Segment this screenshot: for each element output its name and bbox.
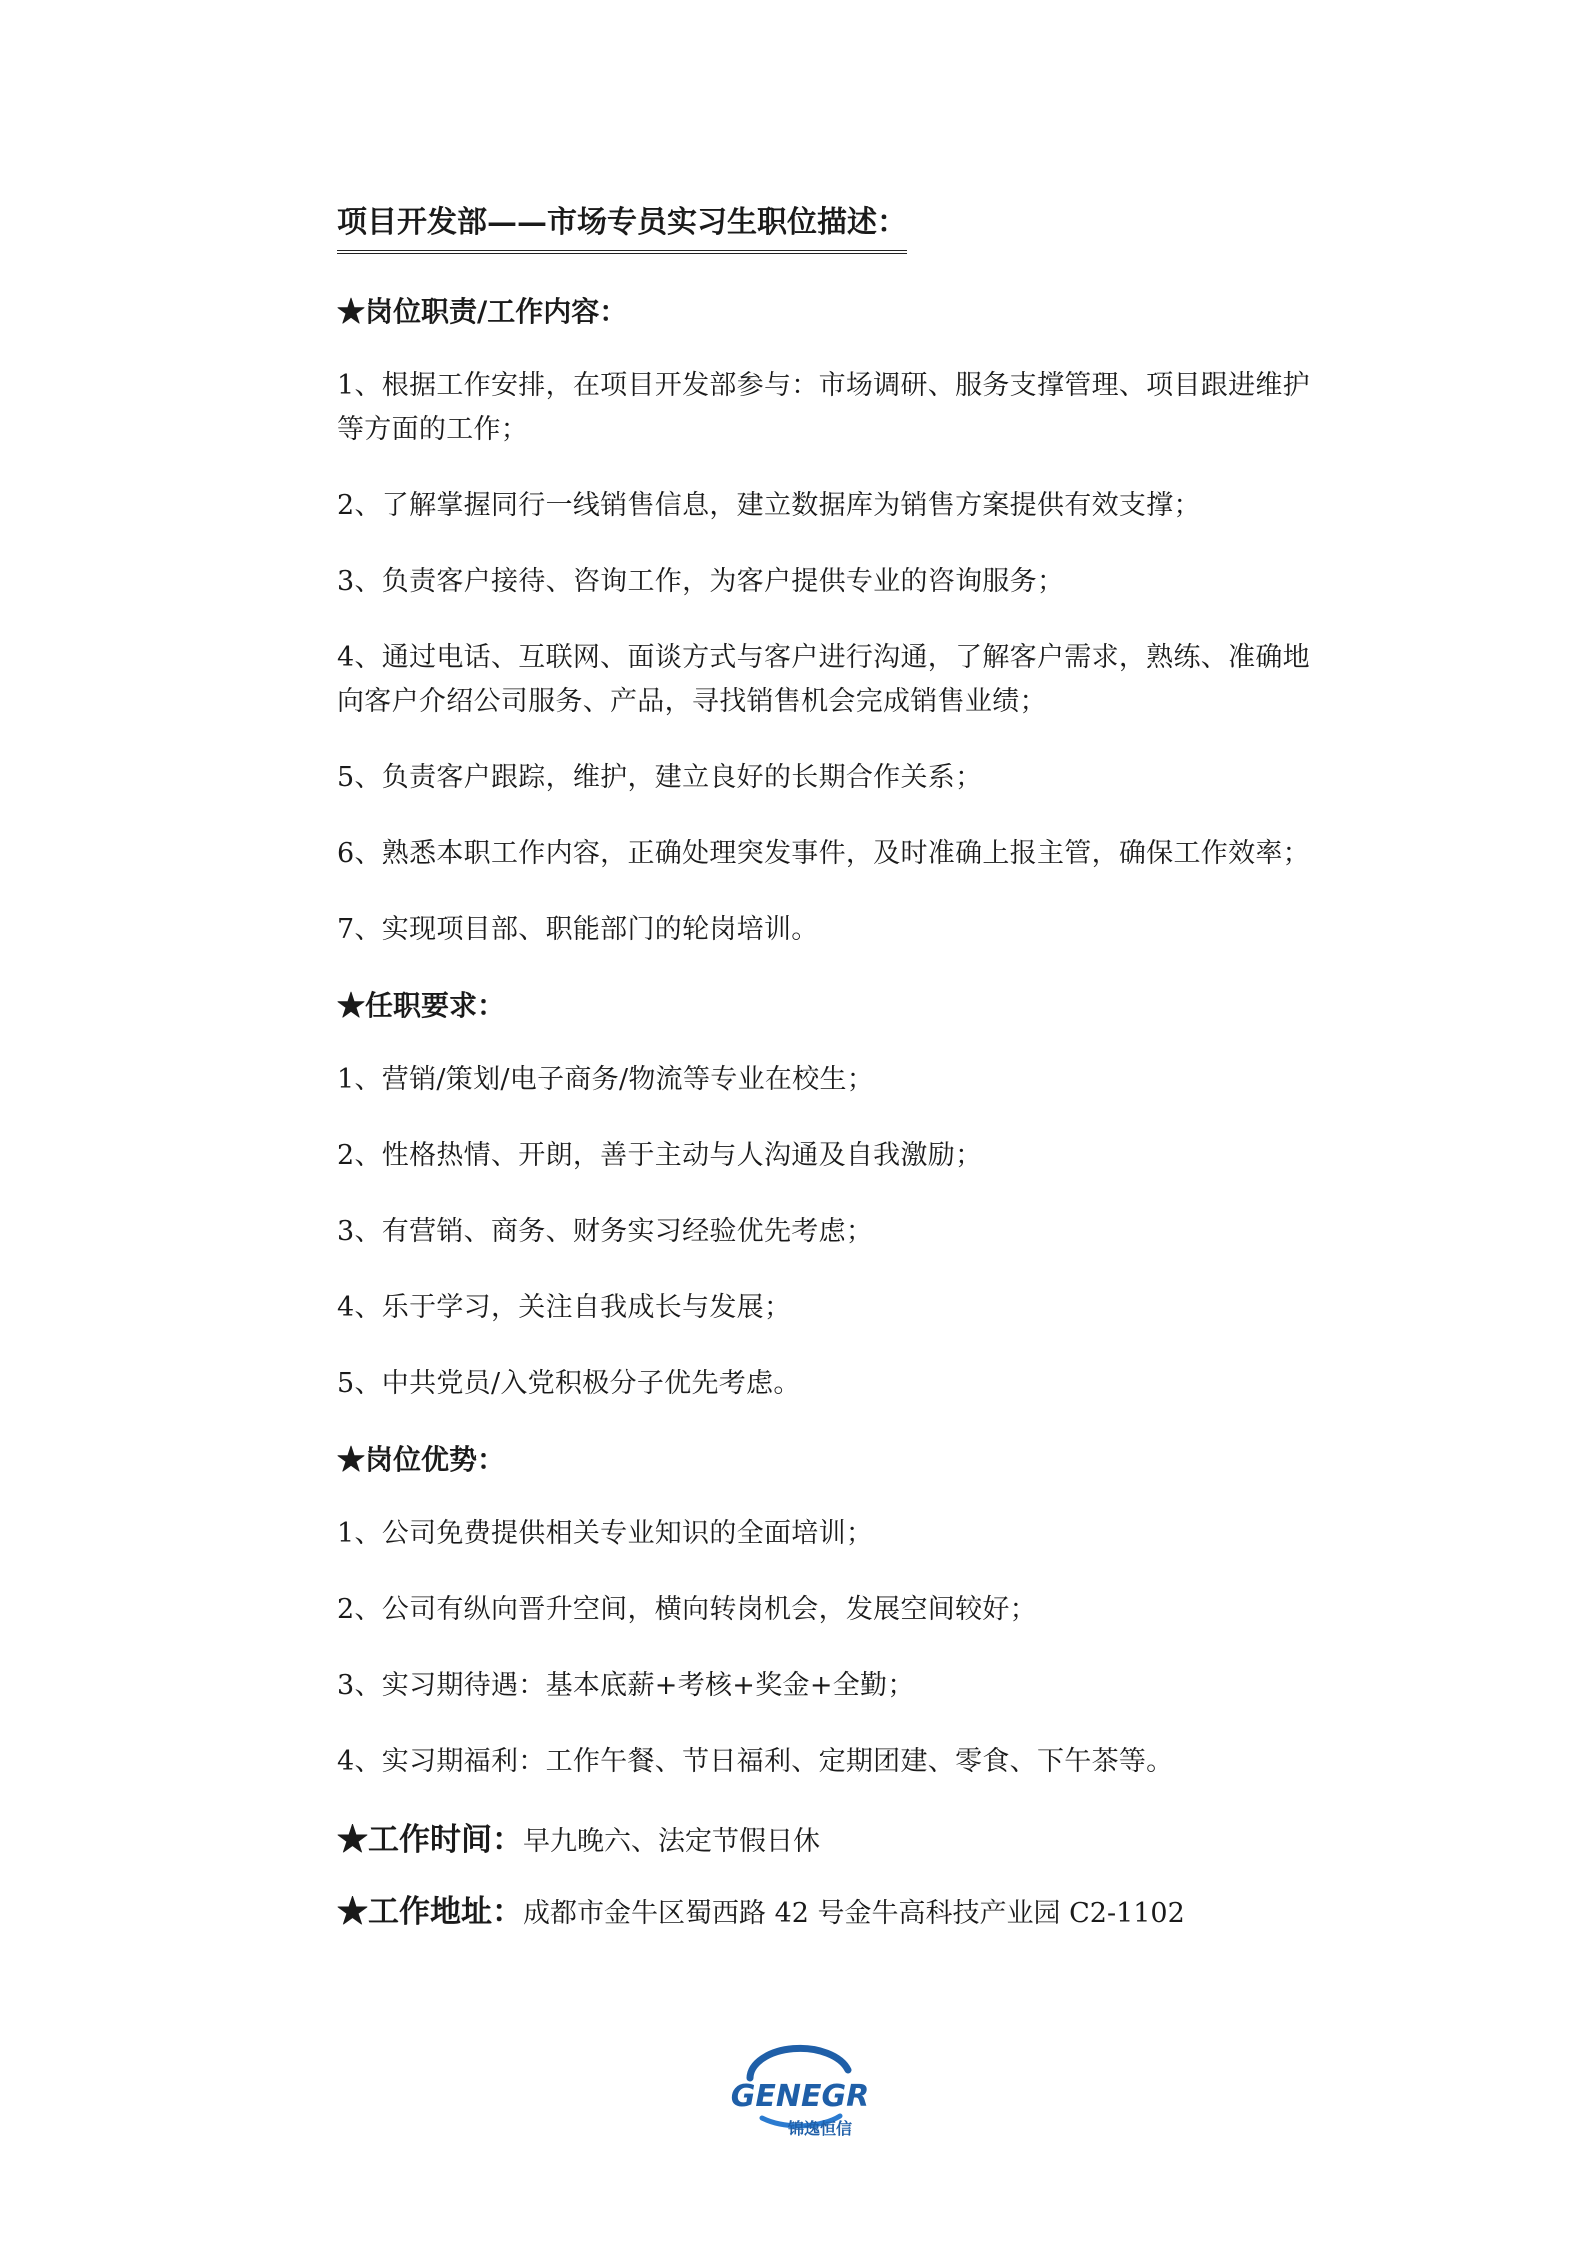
work-address-line [337, 1888, 1337, 1938]
list-item: 1、公司免费提供相关专业知识的全面培训； [337, 1518, 874, 1549]
section-heading-responsibilities: ★岗位职责/工作内容： [337, 295, 628, 328]
work-time-line [337, 1816, 1337, 1866]
list-item: 1、营销/策划/电子商务/物流等专业在校生； [337, 1064, 875, 1095]
work-address-label: ★工作地址： [337, 1894, 523, 1930]
list-item: 1、根据工作安排，在项目开发部参与：市场调研、服务支撑管理、项目跟进维护等方面的工作； [337, 370, 1310, 445]
list-item: 3、有营销、商务、财务实习经验优先考虑； [337, 1216, 874, 1247]
document-content [337, 200, 1337, 1960]
list-item: 5、负责客户跟踪，维护，建立良好的长期合作关系； [337, 762, 983, 793]
document-title: 项目开发部——市场专员实习生职位描述： [337, 200, 907, 254]
list-item: 4、通过电话、互联网、面谈方式与客户进行沟通，了解客户需求，熟练、准确地向客户介绍公司服务、产品，寻找销售机会完成销售业绩； [337, 642, 1310, 717]
list-item: 4、乐于学习，关注自我成长与发展； [337, 1292, 792, 1323]
list-item: 2、了解掌握同行一线销售信息，建立数据库为销售方案提供有效支撑； [337, 490, 1201, 521]
section-heading-advantages: ★岗位优势： [337, 1443, 506, 1476]
list-item: 7、实现项目部、职能部门的轮岗培训。 [337, 914, 819, 945]
section-heading-requirements: ★任职要求： [337, 989, 506, 1022]
list-item: 6、熟悉本职工作内容，正确处理突发事件，及时准确上报主管，确保工作效率； [337, 838, 1310, 869]
work-address-value: 成都市金牛区蜀西路 42 号金牛高科技产业园 C2-1102 [523, 1898, 1185, 1929]
work-time-value: 早九晚六、法定节假日休 [523, 1826, 820, 1857]
list-item: 5、中共党员/入党积极分子优先考虑。 [337, 1368, 801, 1399]
list-item: 2、性格热情、开朗，善于主动与人沟通及自我激励； [337, 1140, 983, 1171]
logo-icon [710, 2040, 890, 2140]
list-item: 4、实习期福利：工作午餐、节日福利、定期团建、零食、下午茶等。 [337, 1746, 1174, 1777]
logo-brand: GENEGR [730, 2079, 870, 2114]
company-logo [710, 2040, 890, 2140]
work-time-label: ★工作时间： [337, 1822, 523, 1858]
list-item: 2、公司有纵向晋升空间，横向转岗机会，发展空间较好； [337, 1594, 1037, 1625]
list-item: 3、负责客户接待、咨询工作，为客户提供专业的咨询服务； [337, 566, 1065, 597]
list-item: 3、实习期待遇：基本底薪+考核+奖金+全勤； [337, 1670, 915, 1701]
logo-subtitle: 锦逸恒信 [787, 2119, 853, 2138]
